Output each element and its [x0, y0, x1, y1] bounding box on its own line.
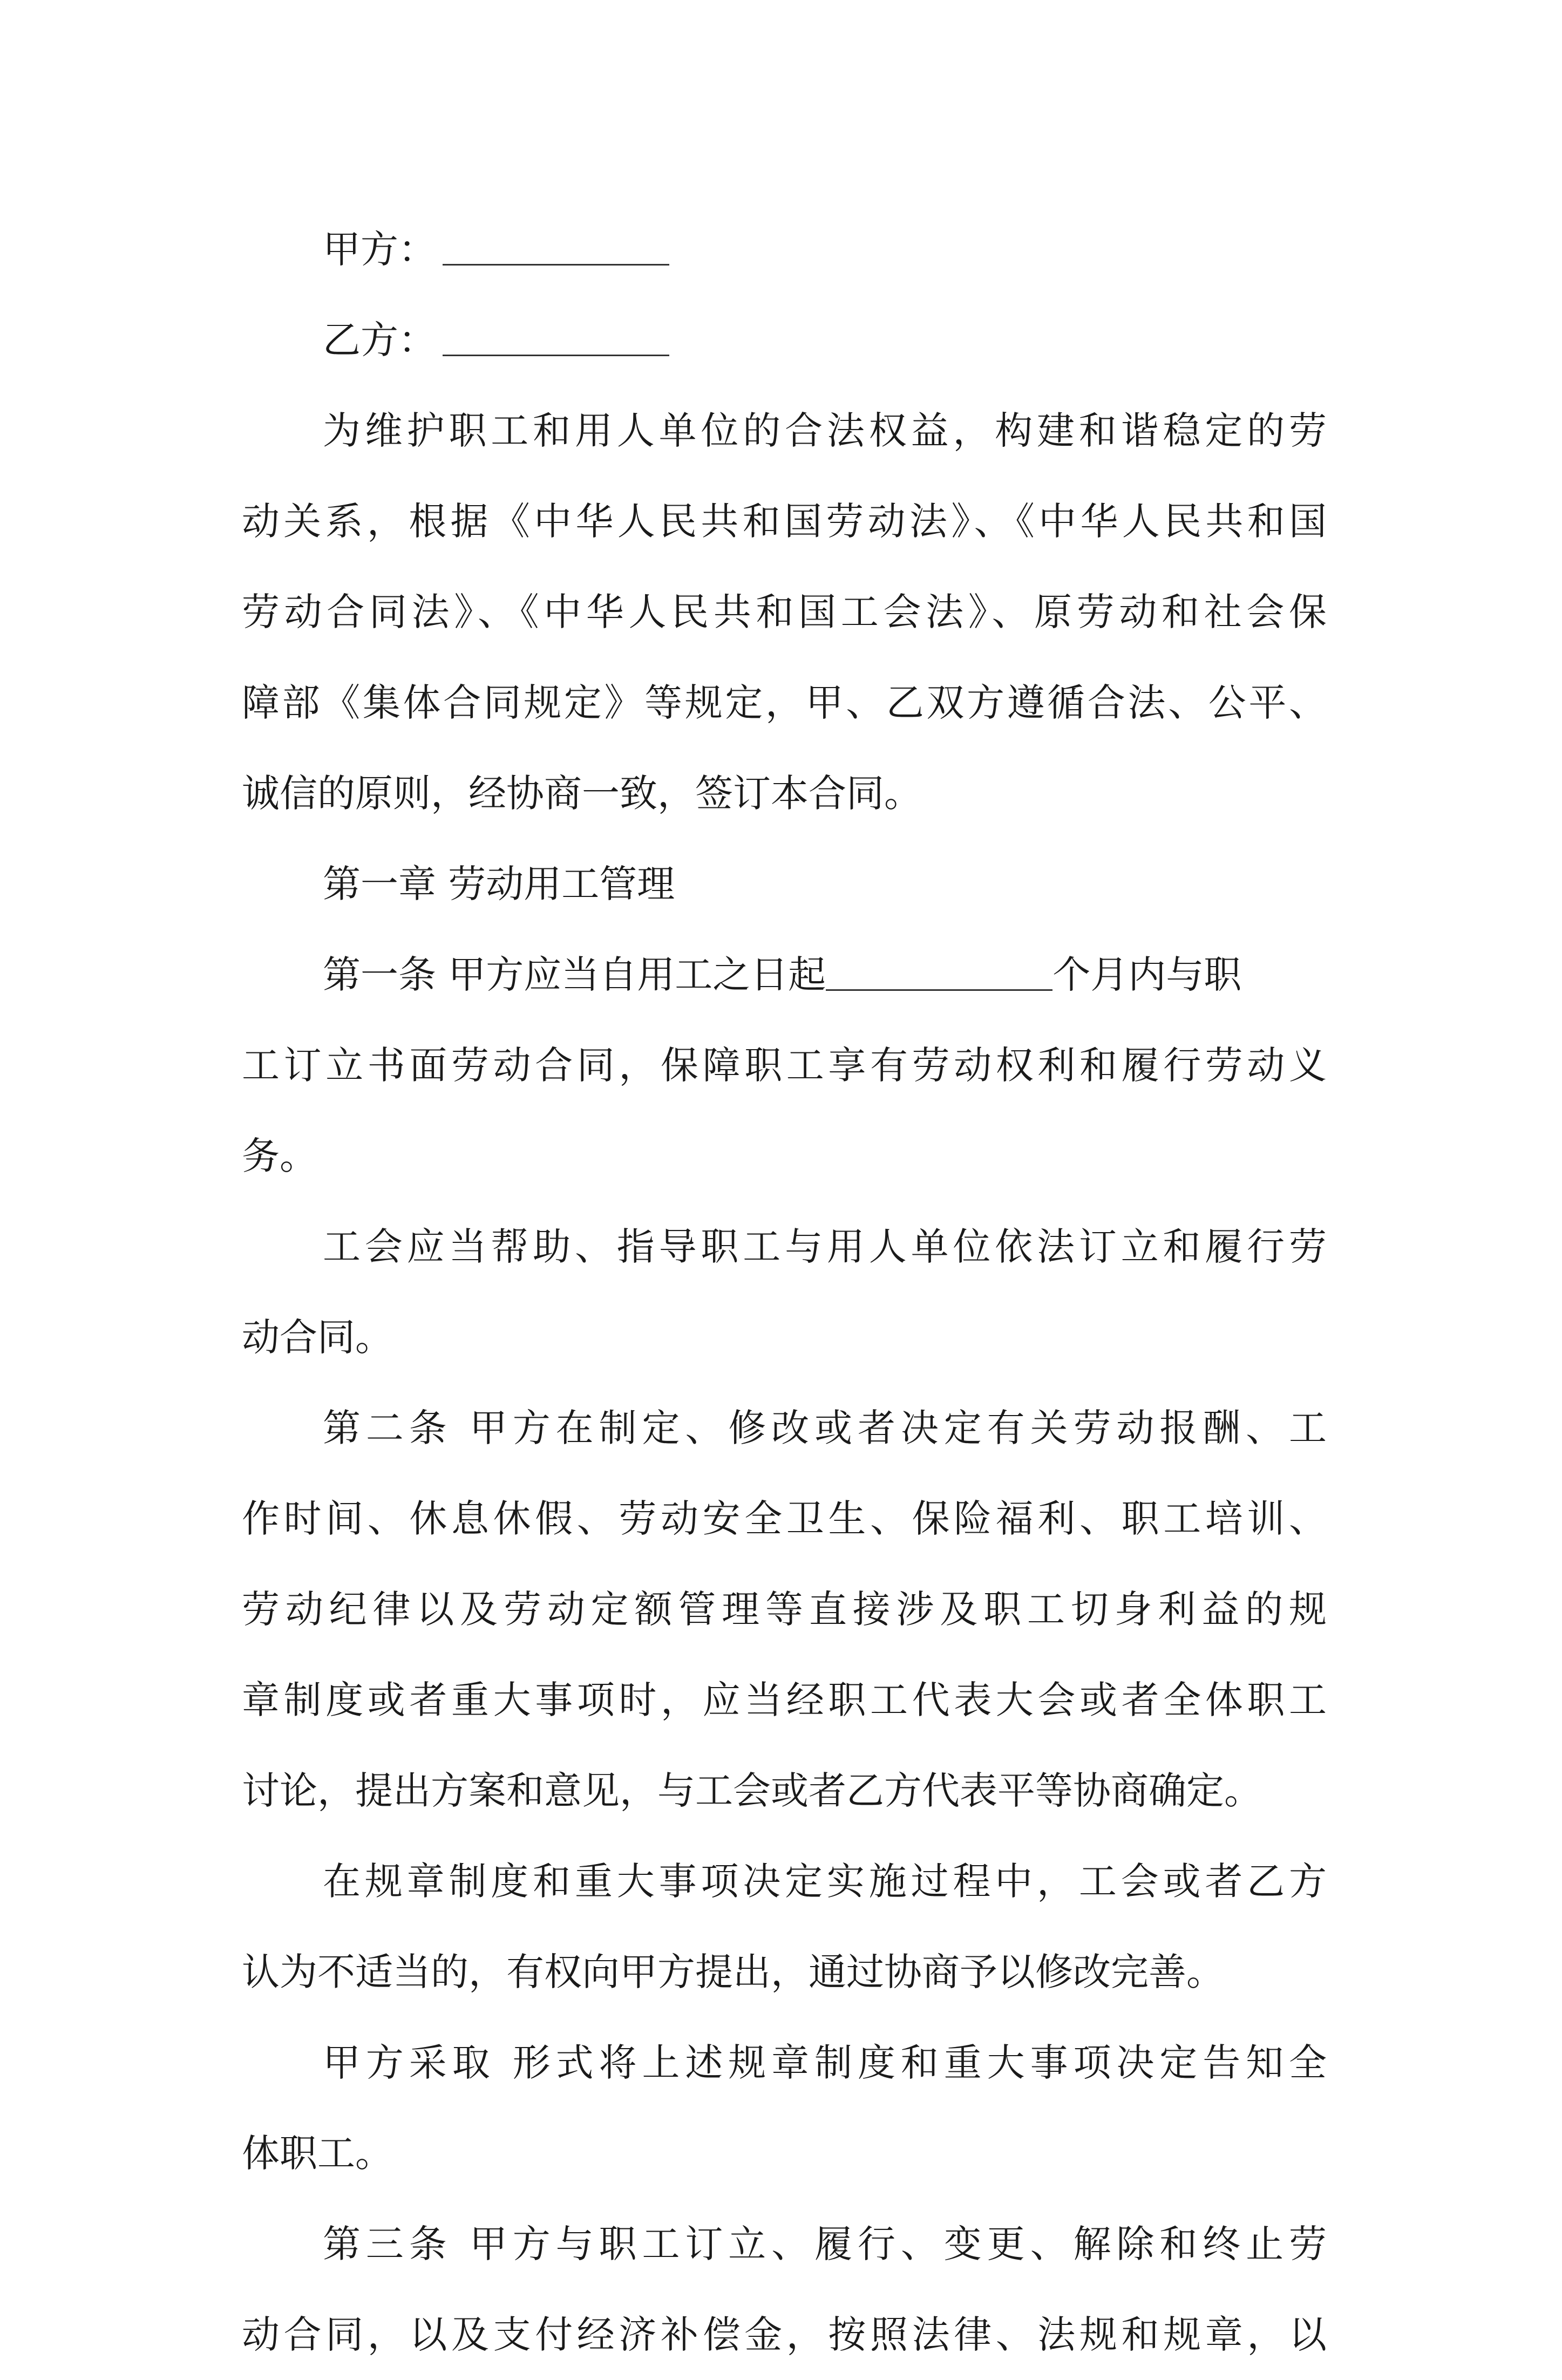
- article-1-text-after-blank: 个月内与职: [1052, 953, 1242, 997]
- preamble-line: 劳动合同法》、《中华人民共和国工会法》、原劳动和社会保: [242, 590, 1327, 634]
- preamble-line: 动关系，根据《中华人民共和国劳动法》、《中华人民共和国: [242, 499, 1327, 543]
- article-1-line: 务。: [242, 1134, 317, 1178]
- article-2: [242, 1383, 1327, 2199]
- article-3: [242, 2199, 1327, 2380]
- preamble-line: 为维护职工和用人单位的合法权益，构建和谐稳定的劳: [323, 409, 1327, 453]
- party-b-line: [242, 295, 1327, 385]
- party-a-blank: [443, 226, 669, 266]
- document-page: [242, 204, 1327, 2380]
- months-blank: [826, 951, 1052, 991]
- article-2-paragraph-2-line: 在规章制度和重大事项决定实施过程中，工会或者乙方: [323, 1859, 1327, 1903]
- article-1-paragraph-2-line: 动合同。: [242, 1315, 393, 1359]
- article-1-paragraph-2-line: 工会应当帮助、指导职工与用人单位依法订立和履行劳: [323, 1225, 1327, 1269]
- article-2-line: 劳动纪律以及劳动定额管理等直接涉及职工切身利益的规: [242, 1587, 1327, 1631]
- article-2-paragraph-3-line: 体职工。: [242, 2131, 393, 2175]
- article-2-line: 作时间、休息休假、劳动安全卫生、保险福利、职工培训、: [242, 1497, 1327, 1541]
- article-2-line: 章制度或者重大事项时，应当经职工代表大会或者全体职工: [242, 1678, 1327, 1722]
- article-3-line: 动合同，以及支付经济补偿金，按照法律、法规和规章，以: [242, 2313, 1327, 2357]
- preamble-line: 障部《集体合同规定》等规定，甲、乙双方遵循合法、公平、: [242, 681, 1327, 725]
- article-2-paragraph-3-line: 甲方采取 形式将上述规章制度和重大事项决定告知全: [323, 2041, 1327, 2085]
- party-b-label: 乙方：: [323, 318, 436, 362]
- article-1-text-before-blank: 第一条 甲方应当自用工之日起: [323, 953, 826, 997]
- party-b-blank: [443, 317, 669, 356]
- article-1: [242, 929, 1327, 1383]
- article-1-line: 工订立书面劳动合同，保障职工享有劳动权利和履行劳动义: [242, 1043, 1327, 1087]
- article-1-line: [242, 929, 1327, 1020]
- party-a-line: [242, 204, 1327, 295]
- party-a-label: 甲方：: [323, 227, 436, 271]
- article-3-line: 第三条 甲方与职工订立、履行、变更、解除和终止劳: [323, 2222, 1327, 2266]
- article-2-line: 讨论，提出方案和意见，与工会或者乙方代表平等协商确定。: [242, 1769, 1262, 1813]
- preamble-paragraph: [242, 385, 1327, 839]
- article-2-line: 第二条 甲方在制定、修改或者决定有关劳动报酬、工: [323, 1406, 1327, 1450]
- chapter-1-title: 第一章 劳动用工管理: [323, 862, 675, 906]
- article-2-paragraph-2-line: 认为不适当的，有权向甲方提出，通过协商予以修改完善。: [242, 1950, 1224, 1994]
- preamble-line: 诚信的原则，经协商一致，签订本合同。: [242, 771, 922, 815]
